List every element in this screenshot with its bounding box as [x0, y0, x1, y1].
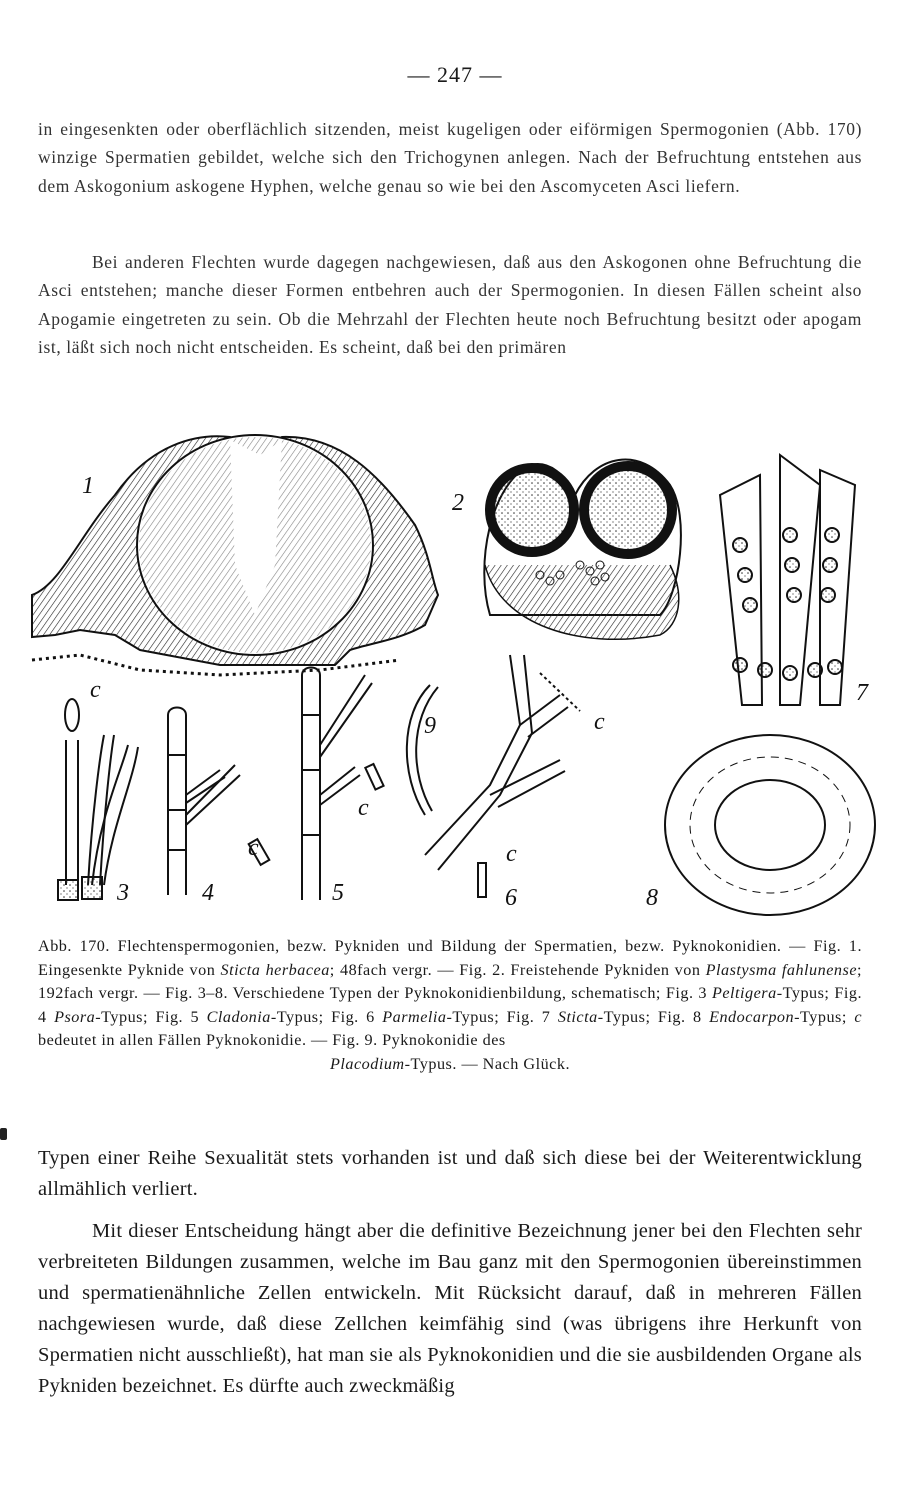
page-mark [0, 1128, 7, 1140]
label-c-fig-6-bottom: c [506, 841, 517, 867]
caption-text: -Typus; Fig. 6 [270, 1007, 383, 1026]
page-number: — 247 — [407, 62, 503, 87]
caption-taxon: Parmelia [382, 1007, 447, 1026]
caption-text: ; 48fach vergr. — Fig. 2. Freistehende Pykniden von [329, 960, 706, 979]
figure-caption [38, 935, 862, 1077]
fig-7-sticta-type [705, 455, 855, 705]
label-fig-5: 5 [332, 880, 344, 906]
fig-6-parmelia-type [425, 655, 580, 897]
figure-170 [20, 415, 890, 925]
caption-text: -Typus; [794, 1007, 855, 1026]
fig-1-embedded-pycnidium [32, 435, 438, 675]
label-fig-4: 4 [202, 880, 214, 906]
label-fig-3: 3 [117, 880, 129, 906]
paragraph-3: Typen einer Reihe Sexualität stets vorhanden ist und daß sich diese bei der Weiterentwicklung allmählich verliert. [38, 1147, 862, 1200]
label-fig-6: 6 [505, 885, 517, 911]
label-c-fig-4: c [248, 835, 259, 861]
fig-9-placodium-type [407, 685, 438, 815]
label-c-fig-6-top: c [594, 709, 605, 735]
caption-taxon: Placodium [329, 1054, 405, 1073]
fig-5-cladonia-type [302, 668, 384, 901]
fig-2-free-pycnidia [484, 460, 681, 640]
caption-text: ; 192fach vergr. — Fig. 3–8. Verschiedene Typen der Pyknokonidienbildung, schematisch; Fig. 3 [38, 960, 863, 1003]
caption-taxon: Endocarpon [709, 1007, 795, 1026]
paragraph-2: Bei anderen Flechten wurde dagegen nachgewiesen, daß aus den Askogonen ohne Befruchtung die Asci entstehen; manche dieser Formen entbehren auch der Spermogonien. In diesen Fällen scheint also Apogamie eingetreten zu sein. Ob die Mehrzahl der Flechten heute noch Befruchtung besitzt oder apogam ist, läßt sich noch nicht entscheiden. Es scheint, daß bei den primären [38, 252, 862, 357]
label-fig-1: 1 [82, 473, 94, 499]
caption-taxon: Psora [54, 1007, 96, 1026]
fig-4-psora-type [168, 708, 269, 896]
paragraph-4: Mit dieser Entscheidung hängt aber die definitive Bezeichnung jener bei den Flechten sehr verbreiteten Bildungen zusammen, welche im Bau ganz mit den Spermogonien übereinstimmen und spermatienähnliche Zellen entwickeln. Mit Rücksicht darauf, daß in mehreren Fällen nachgewiesen wurde, daß diese Zellchen keimfähig sind (was übrigens ihre Herkunft von Spermatien nicht ausschließt), hat man sie als Pyknokonidien und die sie ausbildenden Organe als Pykniden bezeichnet. Es dürfte auch zweckmäßig [38, 1220, 862, 1397]
label-c-fig-5: c [358, 795, 369, 821]
label-fig-7: 7 [856, 680, 868, 706]
caption-taxon: Peltigera [711, 984, 777, 1003]
label-fig-8: 8 [646, 885, 658, 911]
caption-last-line [38, 1053, 862, 1077]
paragraph-1: in eingesenkten oder oberflächlich sitzenden, meist kugeligen oder eiförmigen Spermogonien (Abb. 170) winzige Spermatien gebildet, welche sich den Trichogynen anlegen. Nach der Befruchtung entstehen aus dem Askogonium askogene Hyphen, welche genau so wie bei den Ascomyceten Asci liefern. [38, 119, 862, 196]
caption-taxon: Plastysma fahlunense [705, 960, 858, 979]
label-c-fig-3: c [90, 677, 101, 703]
caption-text: -Typus. — Nach Glück. [404, 1054, 570, 1073]
caption-taxon: Sticta herbacea [220, 960, 330, 979]
caption-text: -Typus; Fig. 7 [446, 1007, 558, 1026]
caption-symbol: c [854, 1007, 862, 1026]
fig-8-endocarpon-type [665, 735, 875, 915]
label-fig-9: 9 [424, 713, 436, 739]
caption-text: -Typus; Fig. 5 [95, 1007, 207, 1026]
label-fig-2: 2 [452, 490, 464, 516]
caption-text: Abb. 170. Flechtenspermogonien, bezw. Pykniden und Bildung der Spermatien, bezw. Pyknokonidien. — Fig. 1. Eingesenkte Pyknide von [38, 937, 862, 979]
fig-3-peltigera-type [58, 699, 138, 900]
caption-text: -Typus; Fig. 4 [38, 984, 862, 1026]
caption-text: bedeutet in allen Fällen Pyknokonidie. — Fig. 9. Pyknokonidie des [38, 1031, 506, 1050]
caption-taxon: Cladonia [206, 1007, 271, 1026]
caption-text: -Typus; Fig. 8 [597, 1007, 710, 1026]
caption-taxon: Sticta [557, 1007, 598, 1026]
